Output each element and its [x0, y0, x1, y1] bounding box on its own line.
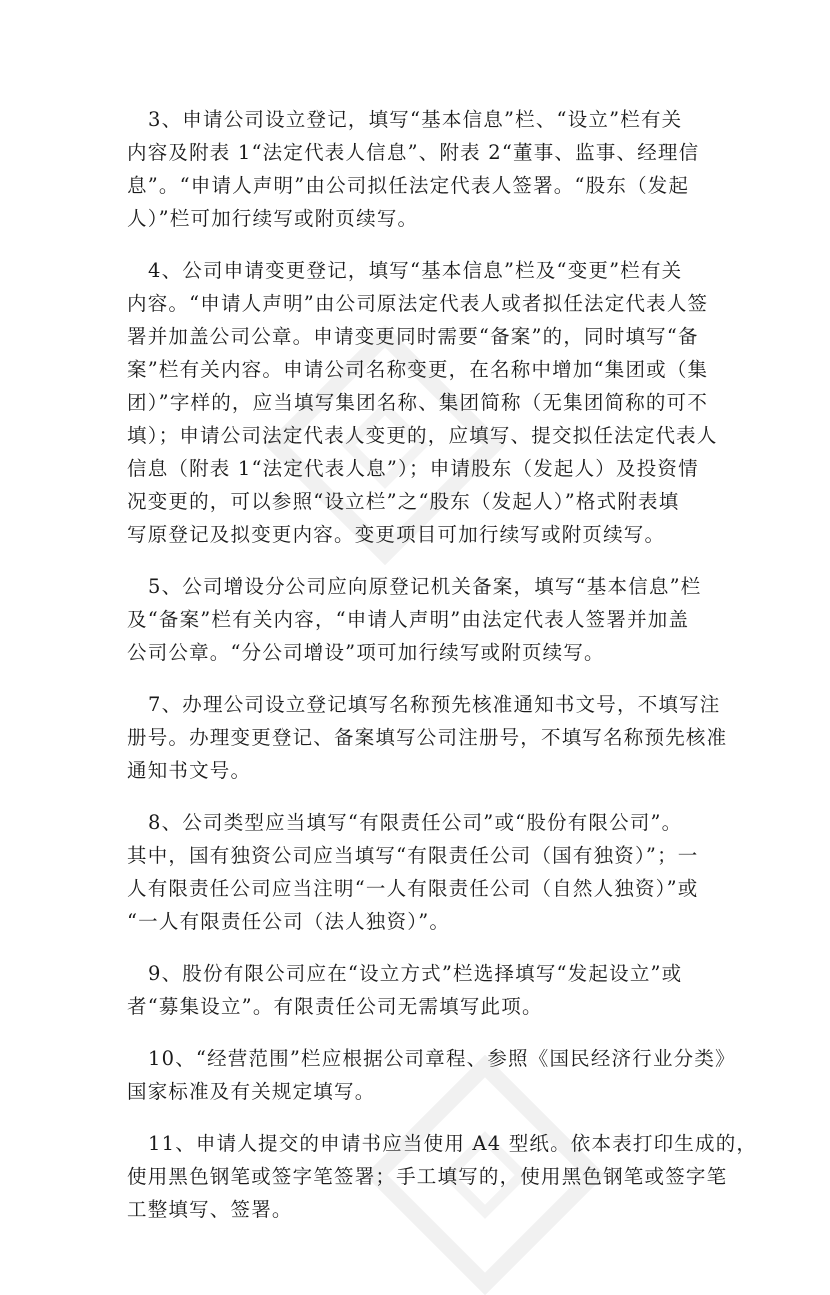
text-line: “一人有限责任公司（法人独资）”。: [127, 910, 451, 933]
paragraph-item-8: [127, 806, 707, 938]
text-line: 人）”栏可加行续写或附页续写。: [127, 207, 419, 230]
text-line: 使用黑色钢笔或签字笔签署；手工填写的，使用黑色钢笔或签字笔: [127, 1165, 728, 1188]
text-line: 工整填写、签署。: [127, 1198, 293, 1221]
text-line: 7、办理公司设立登记填写名称预先核准通知书文号，不填写注: [148, 693, 721, 716]
text-line: 及“备案”栏有关内容，“申请人声明”由法定代表人签署并加盖: [127, 608, 690, 631]
text-line: 册号。办理变更登记、备案填写公司注册号，不填写名称预先核准: [127, 726, 728, 749]
text-line: 者“募集设立”。有限责任公司无需填写此项。: [127, 995, 543, 1018]
text-line: 10、“经营范围”栏应根据公司章程、参照《国民经济行业分类》: [148, 1047, 736, 1070]
text-line: 公司公章。“分公司增设”项可加行续写或附页续写。: [127, 641, 605, 664]
paragraph-item-4: [127, 254, 718, 551]
paragraph-item-9: [127, 957, 707, 1023]
text-line: 写原登记及拟变更内容。变更项目可加行续写或附页续写。: [127, 523, 666, 546]
text-line: 填）；申请公司法定代表人变更的，应填写、提交拟任法定代表人: [127, 424, 718, 447]
text-line: 3、申请公司设立登记，填写“基本信息”栏、“设立”栏有关: [148, 108, 683, 131]
text-line: 9、股份有限公司应在“设立方式”栏选择填写“发起设立”或: [148, 962, 683, 985]
text-line: 况变更的，可以参照“设立栏”之“股东（发起人）”格式附表填: [127, 490, 680, 513]
paragraph-item-7: [127, 688, 728, 787]
text-line: 5、公司增设分公司应向原登记机关备案，填写“基本信息”栏: [148, 575, 702, 598]
text-line: 通知书文号。: [127, 759, 252, 782]
text-line: 内容及附表 1“法定代表人信息”、附表 2“董事、监事、经理信: [127, 141, 700, 164]
paragraph-item-10: [127, 1042, 736, 1108]
text-line: 国家标准及有关规定填写。: [127, 1080, 376, 1103]
text-line: 信息（附表 1“法定代表人息”）；申请股东（发起人）及投资情: [127, 457, 699, 480]
text-line: 人有限责任公司应当注明“一人有限责任公司（自然人独资）”或: [127, 877, 699, 900]
text-line: 4、公司申请变更登记，填写“基本信息”栏及“变更”栏有关: [148, 259, 683, 282]
text-line: 息”。“申请人声明”由公司拟任法定代表人签署。“股东（发起: [127, 174, 690, 197]
paragraph-item-11: [127, 1127, 758, 1226]
paragraph-item-3: [127, 103, 707, 235]
text-line: 其中，国有独资公司应当填写“有限责任公司（国有独资）”；一: [127, 844, 699, 867]
document-body: [127, 103, 758, 1245]
paragraph-item-5: [127, 570, 707, 669]
text-line: 署并加盖公司公章。申请变更同时需要“备案”的，同时填写“备: [127, 325, 699, 348]
text-line: 团）”字样的，应当填写集团名称、集团简称（无集团简称的可不: [127, 391, 709, 414]
text-line: 11、申请人提交的申请书应当使用 A4 型纸。依本表打印生成的，: [148, 1132, 758, 1155]
text-line: 案”栏有关内容。申请公司名称变更，在名称中增加“集团或（集: [127, 358, 709, 381]
text-line: 内容。“申请人声明”由公司原法定代表人或者拟任法定代表人签: [127, 292, 709, 315]
text-line: 8、公司类型应当填写“有限责任公司”或“股份有限公司”。: [148, 811, 683, 834]
